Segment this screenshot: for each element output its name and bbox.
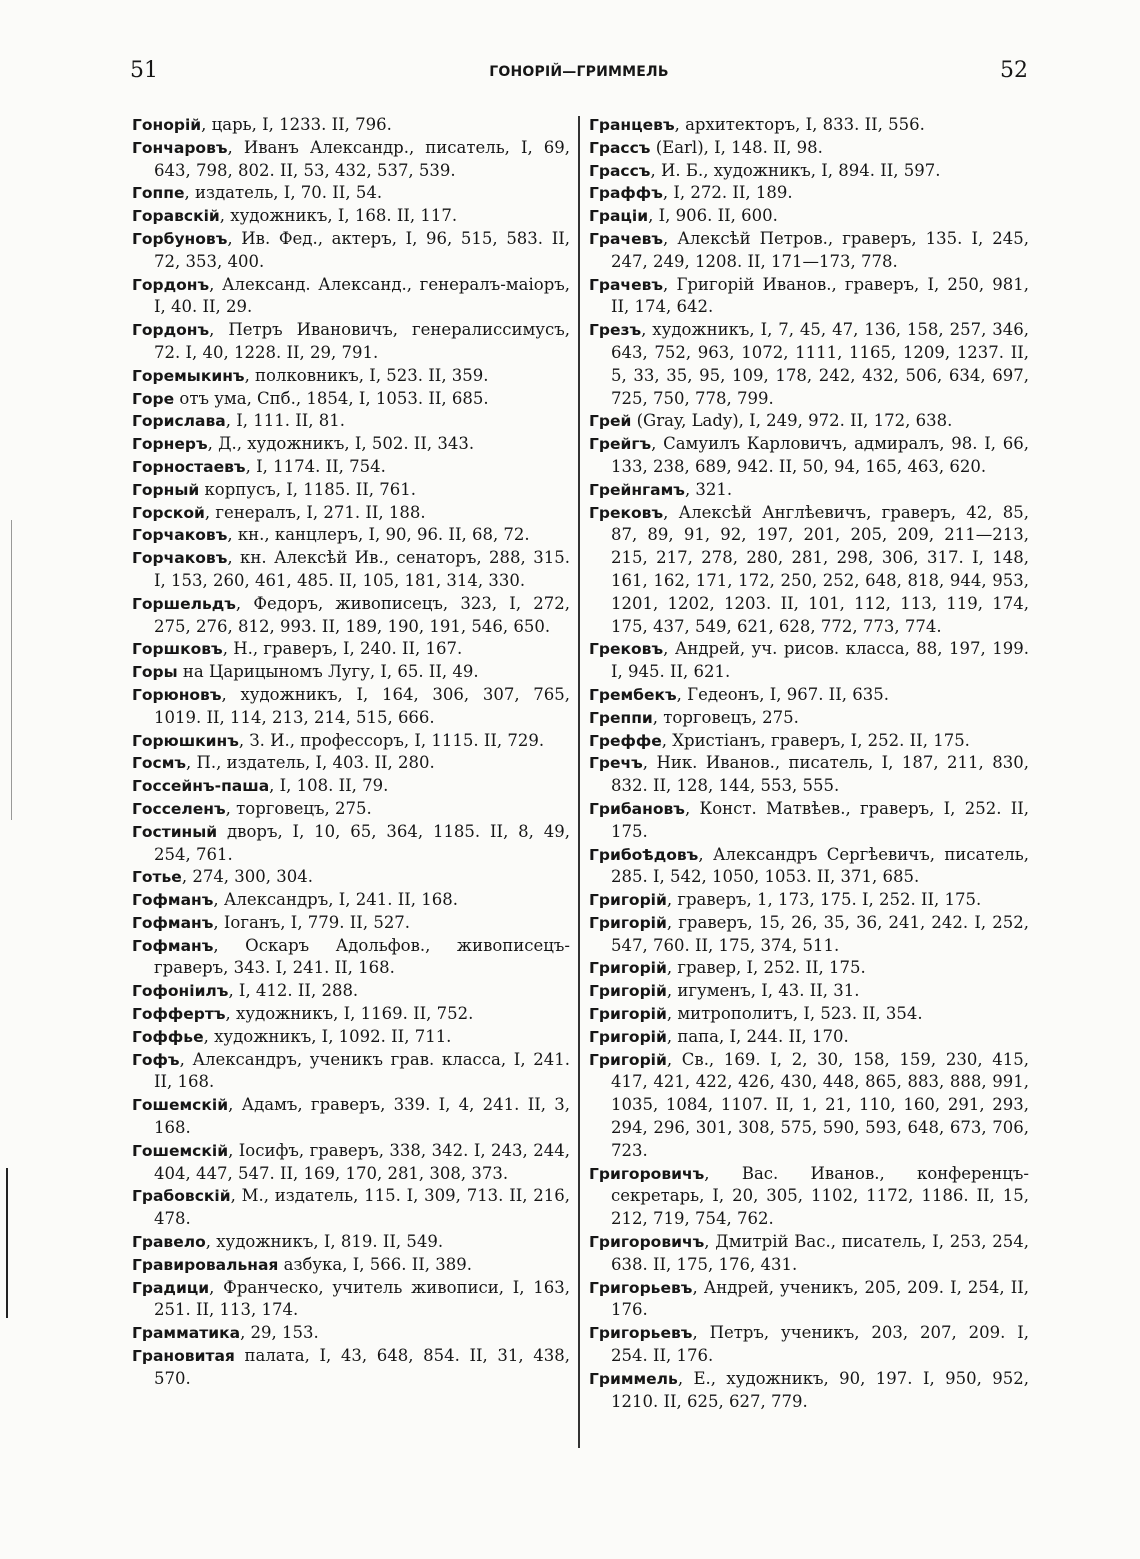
index-entry: [132, 479, 570, 502]
entry-headword: Грембекъ: [589, 685, 677, 704]
entry-headword: Греппи: [589, 708, 653, 727]
entry-references: , Ник. Иванов., писатель, I, 187, 211, 830, 832. II, 128, 144, 553, 555.: [611, 753, 1029, 796]
index-entry: [132, 1003, 570, 1026]
index-entry: [589, 433, 1029, 479]
entry-references: , художникъ, I, 1092. II, 711.: [203, 1026, 452, 1046]
entry-headword: Гранцевъ: [589, 116, 675, 134]
index-entry: [132, 456, 570, 479]
index-entry: [132, 1140, 570, 1186]
entry-headword: Грачевъ: [589, 275, 664, 294]
entry-headword: Горской: [132, 503, 205, 522]
entry-headword: Гордонъ: [132, 275, 210, 294]
entry-headword: Гравировальная: [132, 1255, 279, 1274]
entry-references: , Андрей, ученикъ, 205, 209. I, 254, II, 176.: [611, 1277, 1029, 1320]
entry-references: , Александръ, I, 241. II, 168.: [213, 890, 458, 910]
entry-references: , Д., художникъ, I, 502. II, 343.: [207, 434, 475, 454]
entry-headword: Горюшкинъ: [132, 731, 239, 750]
entry-headword: Григорій: [589, 1050, 667, 1069]
index-entry: [589, 319, 1029, 410]
entry-headword: Грамматика: [132, 1324, 241, 1343]
index-entry: [589, 1026, 1029, 1049]
index-entry: [589, 1163, 1029, 1231]
entry-references: , Вас. Иванов., конференцъ-секретарь, I, 20, 305, 1102, 1172, 1186. II, 15, 212, 719, 754, 762.: [611, 1163, 1029, 1229]
index-entry: [589, 1231, 1029, 1277]
entry-references: , торговецъ, 275.: [652, 707, 799, 727]
entry-headword: Госсейнъ-паша: [132, 777, 270, 796]
entry-headword: Гофманъ: [132, 891, 214, 910]
index-entry: [132, 228, 570, 274]
index-entry: [132, 433, 570, 456]
entry-references: , художникъ, I, 1169. II, 752.: [225, 1004, 474, 1024]
index-entry: [132, 889, 570, 912]
entry-references: , Е., художникъ, 90, 197. I, 950, 952, 1210. II, 625, 627, 779.: [611, 1368, 1029, 1411]
index-entry: [132, 775, 570, 798]
entry-references: , Андрей, уч. рисов. класса, 88, 197, 199. I, 945. II, 621.: [611, 639, 1029, 682]
entry-references: , П., издатель, I, 403. II, 280.: [186, 753, 435, 773]
index-entry: [132, 1094, 570, 1140]
entry-references: , Конст. Матвѣев., граверъ, I, 252. II, 175.: [611, 798, 1029, 841]
entry-references: , Петръ, ученикъ, 203, 207, 209. I, 254. II, 176.: [611, 1323, 1029, 1366]
entry-headword: Грановитая: [132, 1347, 235, 1366]
index-entry: [132, 274, 570, 320]
entry-references: , полковникъ, I, 523. II, 359.: [244, 365, 489, 385]
index-entry: [132, 866, 570, 889]
index-entry: [589, 182, 1029, 205]
entry-headword: Греффе: [589, 731, 662, 750]
entry-headword: Григоровичъ: [589, 1164, 705, 1183]
index-entry: [132, 1277, 570, 1323]
index-entry: [132, 684, 570, 730]
entry-headword: Горчаковъ: [132, 549, 228, 568]
index-entry: [589, 114, 1029, 137]
entry-headword: Горшельдъ: [132, 594, 236, 613]
entry-headword: Грибоѣдовъ: [589, 845, 699, 864]
entry-references: , художникъ, I, 7, 45, 47, 136, 158, 257, 346, 643, 752, 963, 1072, 1111, 1165, 1209, 1237. II, 5, 33, 35, 95, 109, 178, 242, 432, 506, 634, 697, 725, 750, 778, 799.: [611, 320, 1029, 408]
entry-headword: Грековъ: [589, 640, 664, 659]
entry-references: , художникъ, I, 819. II, 549.: [205, 1232, 444, 1252]
index-entry: [589, 1322, 1029, 1368]
index-entry: [132, 821, 570, 867]
index-entry: [132, 1254, 570, 1277]
entry-references: , З. И., профессоръ, I, 1115. II, 729.: [238, 730, 545, 750]
index-entry: [132, 502, 570, 525]
entry-references: палата, I, 43, 648, 854. II, 31, 438, 570.: [154, 1346, 570, 1388]
index-entry: [589, 137, 1029, 160]
entry-headword: Грейгъ: [589, 435, 652, 454]
entry-headword: Григорьевъ: [589, 1324, 693, 1343]
entry-references: , I, 906. II, 600.: [648, 206, 778, 226]
index-entry: [589, 730, 1029, 753]
entry-headword: Граціи: [589, 207, 649, 226]
index-entry: [132, 182, 570, 205]
entry-headword: Гриммель: [589, 1369, 678, 1388]
index-entry: [589, 798, 1029, 844]
entry-headword: Григорій: [589, 1027, 667, 1046]
index-entry: [132, 410, 570, 433]
entry-headword: Гоффье: [132, 1027, 204, 1046]
entry-references: , митрополитъ, I, 523. II, 354.: [666, 1004, 923, 1024]
page-number-right: 52: [1000, 58, 1028, 83]
entry-references: , генералъ, I, 271. II, 188.: [204, 502, 426, 522]
entry-headword: Гостиный: [132, 822, 218, 841]
entry-references: , Гедеонъ, I, 967. II, 635.: [676, 684, 889, 704]
entry-references: , 321.: [684, 479, 733, 499]
index-entry: [589, 205, 1029, 228]
running-title: ГОНОРІЙ—ГРИММЕЛЬ: [489, 64, 669, 80]
entry-references: на Царицыномъ Лугу, I, 65. II, 49.: [177, 662, 479, 682]
index-column-right: [589, 114, 1029, 1413]
entry-references: , Александ. Александ., генералъ-маіоръ, I, 40. II, 29.: [154, 274, 570, 317]
entry-references: , Іоганъ, I, 779. II, 527.: [213, 912, 411, 932]
index-entry: [132, 638, 570, 661]
index-entry: [132, 798, 570, 821]
index-column-left: [132, 114, 570, 1391]
entry-references: , художникъ, I, 164, 306, 307, 765, 1019. II, 114, 213, 214, 515, 666.: [154, 684, 570, 727]
entry-references: , папа, I, 244. II, 170.: [666, 1026, 849, 1046]
entry-references: , художникъ, I, 168. II, 117.: [219, 206, 458, 226]
entry-references: , Самуилъ Карловичъ, адмиралъ, 98. I, 66, 133, 238, 689, 942. II, 50, 94, 165, 463, 620.: [611, 434, 1029, 476]
entry-references: , издатель, I, 70. II, 54.: [184, 183, 383, 203]
index-entry: [589, 889, 1029, 912]
page-number-left: 51: [130, 58, 158, 83]
entry-headword: Григорій: [589, 959, 667, 978]
entry-references: азбука, I, 566. II, 389.: [278, 1254, 473, 1274]
index-entry: [589, 844, 1029, 890]
entry-references: , граверъ, 1, 173, 175. I, 252. II, 175.: [666, 890, 982, 910]
index-entry: [132, 114, 570, 137]
entry-references: , Алексѣй Англѣевичъ, граверъ, 42, 85, 87, 89, 91, 92, 197, 201, 205, 209, 211—213, 215, 217, 278, 280, 281, 298, 306, 317. I, 148, 161, 162, 171, 172, 250, 252, 648, 818, 944, 953, 1201, 1202, 1203. II, 101, 112, 113, 119, 174, 175, 437, 549, 621, 628, 772, 773, 774.: [611, 502, 1029, 636]
entry-references: , Св., 169. I, 2, 30, 158, 159, 230, 415, 417, 421, 422, 426, 430, 448, 865, 883, 888, 991, 1035, 1084, 1107. II, 1, 21, 110, 160, 291, 293, 294, 296, 301, 308, 575, 590, 593, 648, 673, 706, 723.: [611, 1049, 1029, 1160]
entry-headword: Граффъ: [589, 184, 663, 203]
entry-headword: Гофманъ: [132, 936, 214, 955]
index-entry: [132, 980, 570, 1003]
index-entry: [589, 707, 1029, 730]
entry-headword: Григоровичъ: [589, 1233, 705, 1252]
entry-references: , Дмитрій Вас., писатель, I, 253, 254, 638. II, 175, 176, 431.: [611, 1232, 1029, 1274]
entry-headword: Грачевъ: [589, 229, 664, 248]
index-entry: [132, 547, 570, 593]
index-entry: [589, 502, 1029, 639]
index-entry: [132, 730, 570, 753]
entry-references: , I, 108. II, 79.: [269, 776, 389, 796]
entry-references: , Франческо, учитель живописи, I, 163, 251. II, 113, 174.: [154, 1277, 570, 1320]
entry-headword: Горшковъ: [132, 640, 223, 659]
entry-references: , 274, 300, 304.: [181, 867, 314, 887]
index-entry: [132, 319, 570, 365]
entry-references: , Оскаръ Адольфов., живописецъ-граверъ, 343. I, 241. II, 168.: [154, 935, 570, 978]
entry-headword: Гонорій: [132, 116, 202, 134]
entry-headword: Горюновъ: [132, 685, 222, 704]
index-entry: [132, 1345, 570, 1391]
entry-headword: Госселенъ: [132, 799, 226, 818]
entry-references: , I, 272. II, 189.: [662, 183, 793, 203]
page-header: [130, 58, 1028, 90]
index-entry: [589, 980, 1029, 1003]
entry-references: , М., издатель, 115. I, 309, 713. II, 216, 478.: [154, 1186, 570, 1229]
entry-headword: Госмъ: [132, 754, 187, 773]
index-entry: [589, 1277, 1029, 1323]
index-entry: [132, 1231, 570, 1254]
index-entry: [589, 1049, 1029, 1163]
index-entry: [132, 205, 570, 228]
index-entry: [132, 935, 570, 981]
index-entry: [132, 912, 570, 935]
entry-references: корпусъ, I, 1185. II, 761.: [199, 479, 416, 499]
index-entry: [589, 274, 1029, 320]
entry-headword: Григорій: [589, 891, 667, 910]
index-entry: [589, 228, 1029, 274]
entry-headword: Гравело: [132, 1233, 206, 1252]
index-entry: [589, 1368, 1029, 1414]
entry-references: , царь, I, 1233. II, 796.: [201, 115, 392, 134]
index-entry: [589, 160, 1029, 183]
entry-headword: Грей: [589, 412, 632, 431]
entry-references: , Адамъ, граверъ, 339. I, 4, 241. II, 3, 168.: [154, 1095, 570, 1138]
index-entry: [589, 638, 1029, 684]
entry-references: , кн., канцлеръ, I, 90, 96. II, 68, 72.: [227, 525, 530, 545]
entry-headword: Горбуновъ: [132, 229, 228, 248]
index-entry: [132, 1185, 570, 1231]
entry-headword: Грабовскій: [132, 1187, 231, 1206]
entry-headword: Горавскій: [132, 207, 220, 226]
entry-headword: Гоппе: [132, 184, 185, 203]
index-entry: [132, 524, 570, 547]
entry-headword: Горный: [132, 480, 200, 499]
entry-headword: Грибановъ: [589, 799, 685, 818]
entry-references: , Федоръ, живописецъ, 323, I, 272, 275, 276, 812, 993. II, 189, 190, 191, 546, 650.: [154, 593, 570, 636]
entry-references: , Алексѣй Петров., граверъ, 135. I, 245, 247, 249, 1208. II, 171—173, 778.: [611, 228, 1029, 271]
entry-references: , Петръ Ивановичъ, генералиссимусъ, 72. I, 40, 1228. II, 29, 791.: [154, 320, 570, 362]
index-entry: [132, 1026, 570, 1049]
entry-headword: Готье: [132, 868, 182, 887]
entry-references: отъ ума, Спб., 1854, I, 1053. II, 685.: [174, 388, 489, 408]
index-entry: [132, 593, 570, 639]
index-entry: [132, 137, 570, 183]
index-entry: [132, 1049, 570, 1095]
entry-references: (Gray, Lady), I, 249, 972. II, 172, 638.: [631, 411, 953, 431]
index-entry: [132, 752, 570, 775]
entry-headword: Григорій: [589, 982, 667, 1001]
entry-headword: Горнеръ: [132, 435, 208, 454]
index-entry: [132, 365, 570, 388]
entry-headword: Грассъ: [589, 138, 651, 157]
entry-headword: Гофманъ: [132, 913, 214, 932]
entry-references: , 29, 153.: [240, 1323, 319, 1343]
entry-references: дворъ, I, 10, 65, 364, 1185. II, 8, 49, 254, 761.: [154, 821, 570, 864]
entry-headword: Горе: [132, 389, 175, 408]
entry-references: , Христіанъ, граверъ, I, 252. II, 175.: [661, 730, 970, 750]
entry-headword: Горемыкинъ: [132, 366, 245, 385]
entry-references: , Григорій Иванов., граверъ, I, 250, 981, II, 174, 642.: [611, 274, 1029, 317]
column-divider: [578, 116, 580, 1448]
entry-headword: Григорій: [589, 913, 667, 932]
entry-references: , Иванъ Александр., писатель, I, 69, 643, 798, 802. II, 53, 432, 537, 539.: [154, 137, 570, 180]
entry-references: , архитекторъ, I, 833. II, 556.: [674, 115, 925, 134]
entry-headword: Григорій: [589, 1005, 667, 1024]
index-entry: [132, 661, 570, 684]
entry-headword: Гончаровъ: [132, 138, 228, 157]
index-entry: [589, 684, 1029, 707]
entry-headword: Грассъ: [589, 161, 651, 180]
entry-headword: Гордонъ: [132, 321, 210, 340]
entry-references: , игуменъ, I, 43. II, 31.: [666, 981, 860, 1001]
index-entry: [132, 388, 570, 411]
entry-headword: Гофъ: [132, 1050, 180, 1069]
entry-headword: Градици: [132, 1278, 210, 1297]
entry-references: , Іосифъ, граверъ, 338, 342. I, 243, 244, 404, 447, 547. II, 169, 170, 281, 308, 373.: [154, 1140, 570, 1183]
entry-references: , I, 412. II, 288.: [228, 981, 359, 1001]
index-entry: [589, 957, 1029, 980]
index-entry: [589, 752, 1029, 798]
index-entry: [589, 1003, 1029, 1026]
entry-headword: Горчаковъ: [132, 526, 228, 545]
entry-headword: Горностаевъ: [132, 457, 246, 476]
entry-headword: Горислава: [132, 412, 226, 431]
entry-references: , гравер, I, 252. II, 175.: [666, 958, 866, 978]
entry-headword: Григорьевъ: [589, 1278, 693, 1297]
entry-references: , Ив. Фед., актеръ, I, 96, 515, 583. II, 72, 353, 400.: [154, 228, 570, 271]
index-entry: [589, 479, 1029, 502]
entry-headword: Гречъ: [589, 754, 643, 773]
entry-references: , I, 111. II, 81.: [225, 411, 345, 431]
entry-references: , И. Б., художникъ, I, 894. II, 597.: [650, 160, 941, 180]
entry-references: (Earl), I, 148. II, 98.: [650, 137, 823, 157]
entry-references: , Александръ Сергѣевичъ, писатель, 285. I, 542, 1050, 1053. II, 371, 685.: [611, 844, 1029, 887]
entry-references: , торговецъ, 275.: [225, 798, 372, 818]
entry-headword: Горы: [132, 663, 178, 682]
entry-references: , Н., граверъ, I, 240. II, 167.: [222, 639, 463, 659]
entry-references: , Александръ, ученикъ грав. класса, I, 241. II, 168.: [154, 1049, 570, 1092]
index-entry: [132, 1322, 570, 1345]
index-entry: [589, 912, 1029, 958]
entry-references: , кн. Алексѣй Ив., сенаторъ, 288, 315. I, 153, 260, 461, 485. II, 105, 181, 314, 330.: [154, 548, 570, 590]
scan-edge-mark: [6, 1168, 8, 1318]
entry-headword: Грейнгамъ: [589, 480, 685, 499]
entry-references: , граверъ, 15, 26, 35, 36, 241, 242. I, 252, 547, 760. II, 175, 374, 511.: [611, 912, 1029, 955]
entry-headword: Гоффертъ: [132, 1005, 226, 1024]
entry-headword: Грезъ: [589, 321, 642, 340]
index-entry: [589, 410, 1029, 433]
scan-edge-mark: [11, 520, 12, 820]
entry-references: , I, 1174. II, 754.: [245, 456, 386, 476]
entry-headword: Гошемскій: [132, 1096, 229, 1115]
entry-headword: Гошемскій: [132, 1141, 229, 1160]
entry-headword: Грековъ: [589, 503, 664, 522]
entry-headword: Гофоніилъ: [132, 982, 229, 1001]
